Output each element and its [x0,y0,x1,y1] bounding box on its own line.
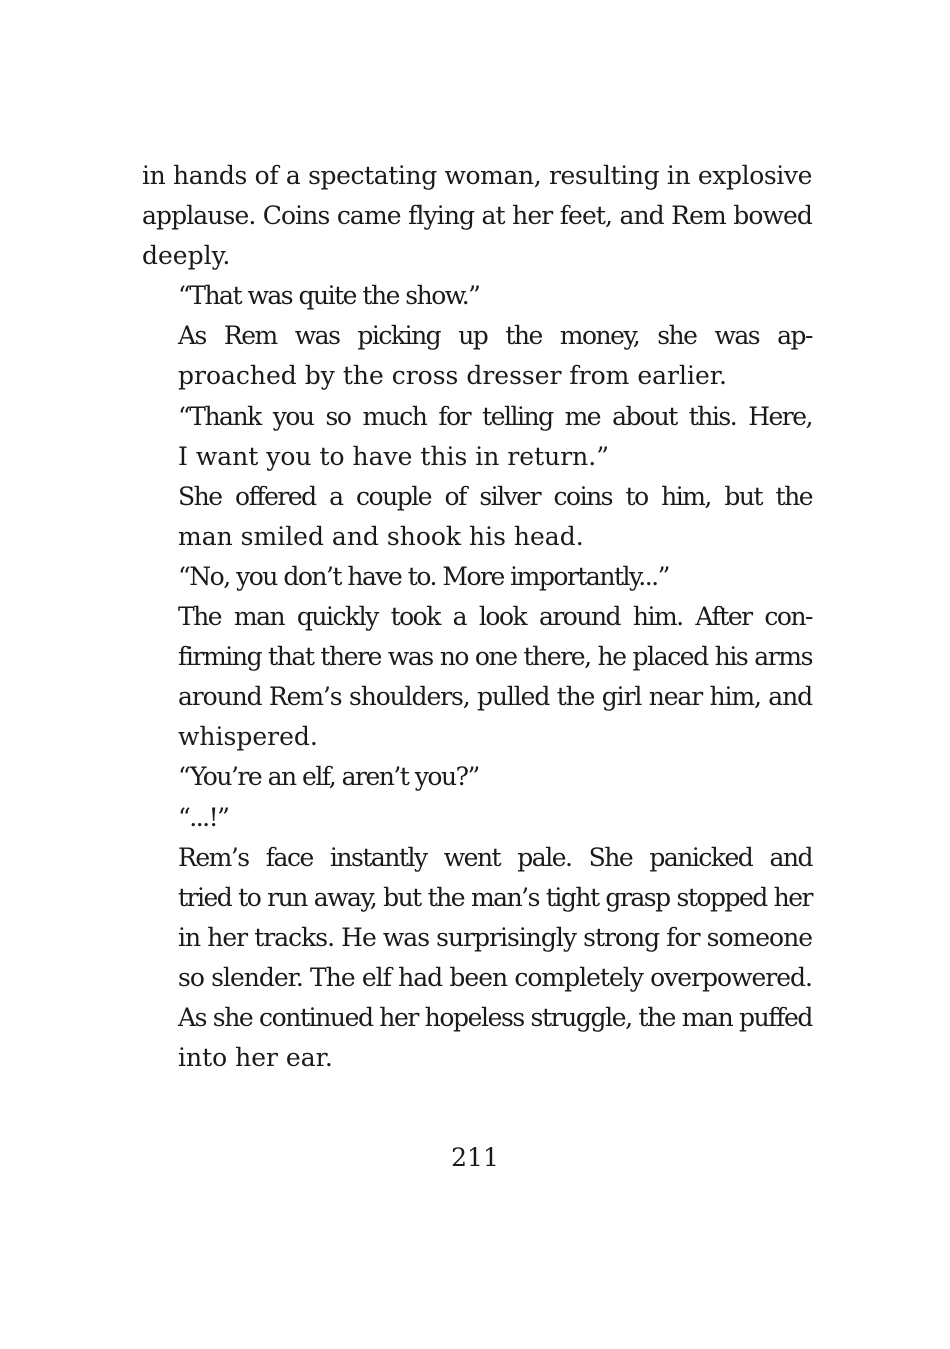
text-line: around Rem’s shoulders, pulled the girl near him, and [178,682,812,712]
paragraph [142,838,812,1079]
paragraph [142,477,812,557]
text-line: “Thank you so much for telling me about this. Here, [178,401,812,431]
text-line: whispered. [178,722,318,752]
text-line: proached by the cross dresser from earlier. [178,361,727,391]
page-number: 211 [451,1143,499,1172]
paragraph [142,156,812,276]
text-line: As Rem was picking up the money, she was ap- [178,321,812,351]
text-line: She offered a couple of silver coins to him, but the [178,481,812,511]
text-line: applause. Coins came flying at her feet, and Rem bowed [142,201,812,231]
text-line: tried to run away, but the man’s tight grasp stopped her [178,882,812,912]
text-line: The man quickly took a look around him. After con- [178,602,812,632]
paragraph [142,316,812,396]
text-line: I want you to have this in return.” [178,441,609,471]
text-line: deeply. [142,241,231,271]
paragraph [142,757,812,797]
paragraph [142,557,812,597]
text-line: “No, you don’t have to. More importantly...” [178,561,669,591]
text-line: in her tracks. He was surprisingly strong for someone [178,922,812,952]
paragraph [142,276,812,316]
text-line: “That was quite the show.” [178,281,480,311]
text-line: so slender. The elf had been completely overpowered. [178,962,812,992]
text-line: man smiled and shook his head. [178,521,584,551]
page-body [142,156,812,1078]
text-line: into her ear. [178,1043,333,1073]
paragraph [142,397,812,477]
text-line: in hands of a spectating woman, resulting in explosive [142,161,812,190]
text-line: firming that there was no one there, he placed his arms [178,642,812,672]
text-line: “...!” [178,802,229,832]
text-line: “You’re an elf, aren’t you?” [178,762,479,792]
text-line: Rem’s face instantly went pale. She panicked and [178,842,812,872]
paragraph [142,798,812,838]
text-line: As she continued her hopeless struggle, the man puffed [178,1002,812,1032]
paragraph [142,597,812,757]
